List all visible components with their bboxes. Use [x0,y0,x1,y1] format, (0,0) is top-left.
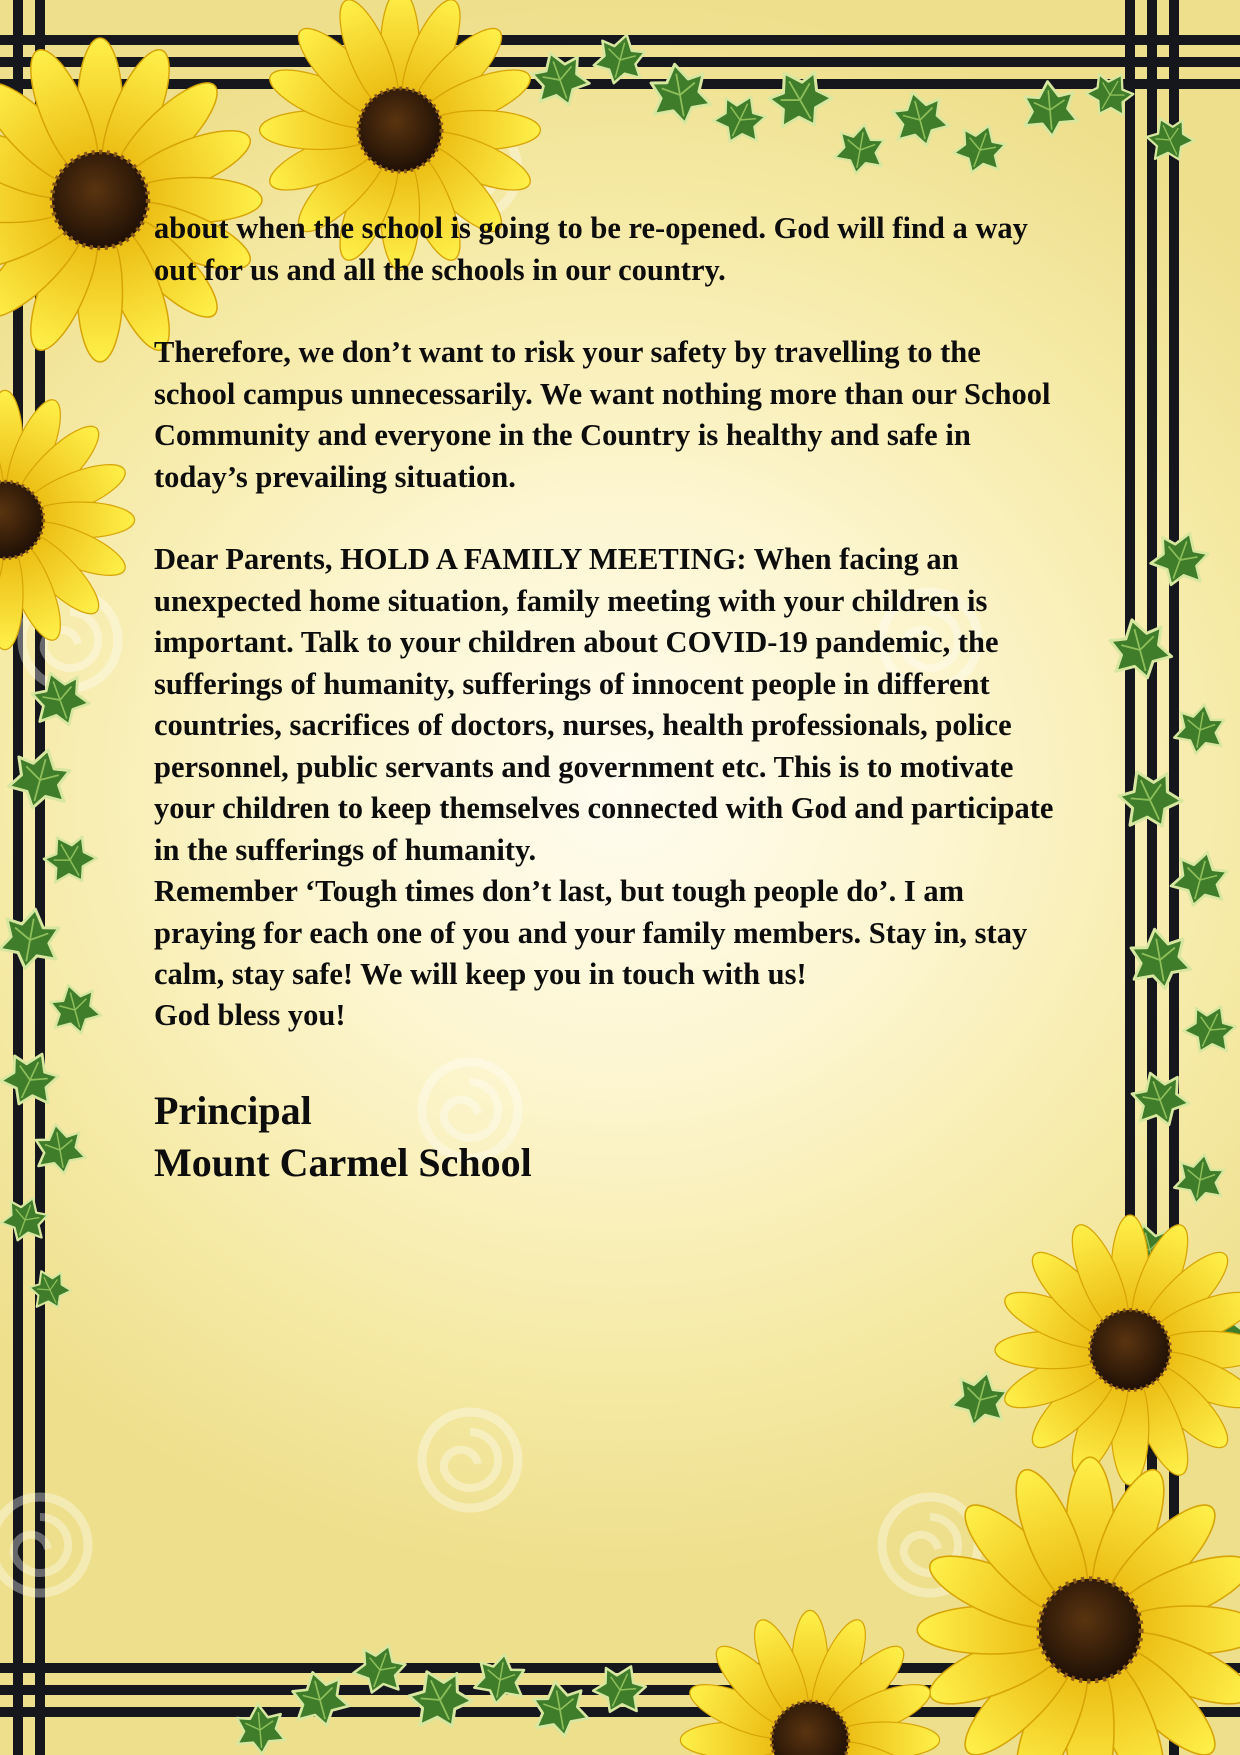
signature-school: Mount Carmel School [154,1140,532,1185]
signature-block [154,1085,532,1189]
paragraph-blessing: God bless you! [154,998,346,1032]
paragraph-family-meeting: Dear Parents, HOLD A FAMILY MEETING: When facing an unexpected home situation, family meeting with your children is important. Talk to your children about COVID-19 pandemic, the sufferings of humanity, sufferings of innocent people in different countries, sacrifices of doctors, nurses, health professionals, police personnel, public servants and government etc. This is to motivate your children to keep themselves connected with God and participate in the sufferings of humanity. [154,542,1054,867]
signature-title: Principal [154,1088,312,1133]
paragraph-reopening: about when the school is going to be re-opened. God will find a way out for us and all the schools in our country. [154,211,1028,287]
paragraph-remember: Remember ‘Tough times don’t last, but tough people do’. I am praying for each one of you and your family members. Stay in, stay calm, stay safe! We will keep you in touch with us! [154,874,1028,991]
paragraph-safety: Therefore, we don’t want to risk your safety by travelling to the school campus unnecessarily. We want nothing more than our School Community and everyone in the Country is healthy and safe in today’s prevailing situation. [154,335,1051,494]
